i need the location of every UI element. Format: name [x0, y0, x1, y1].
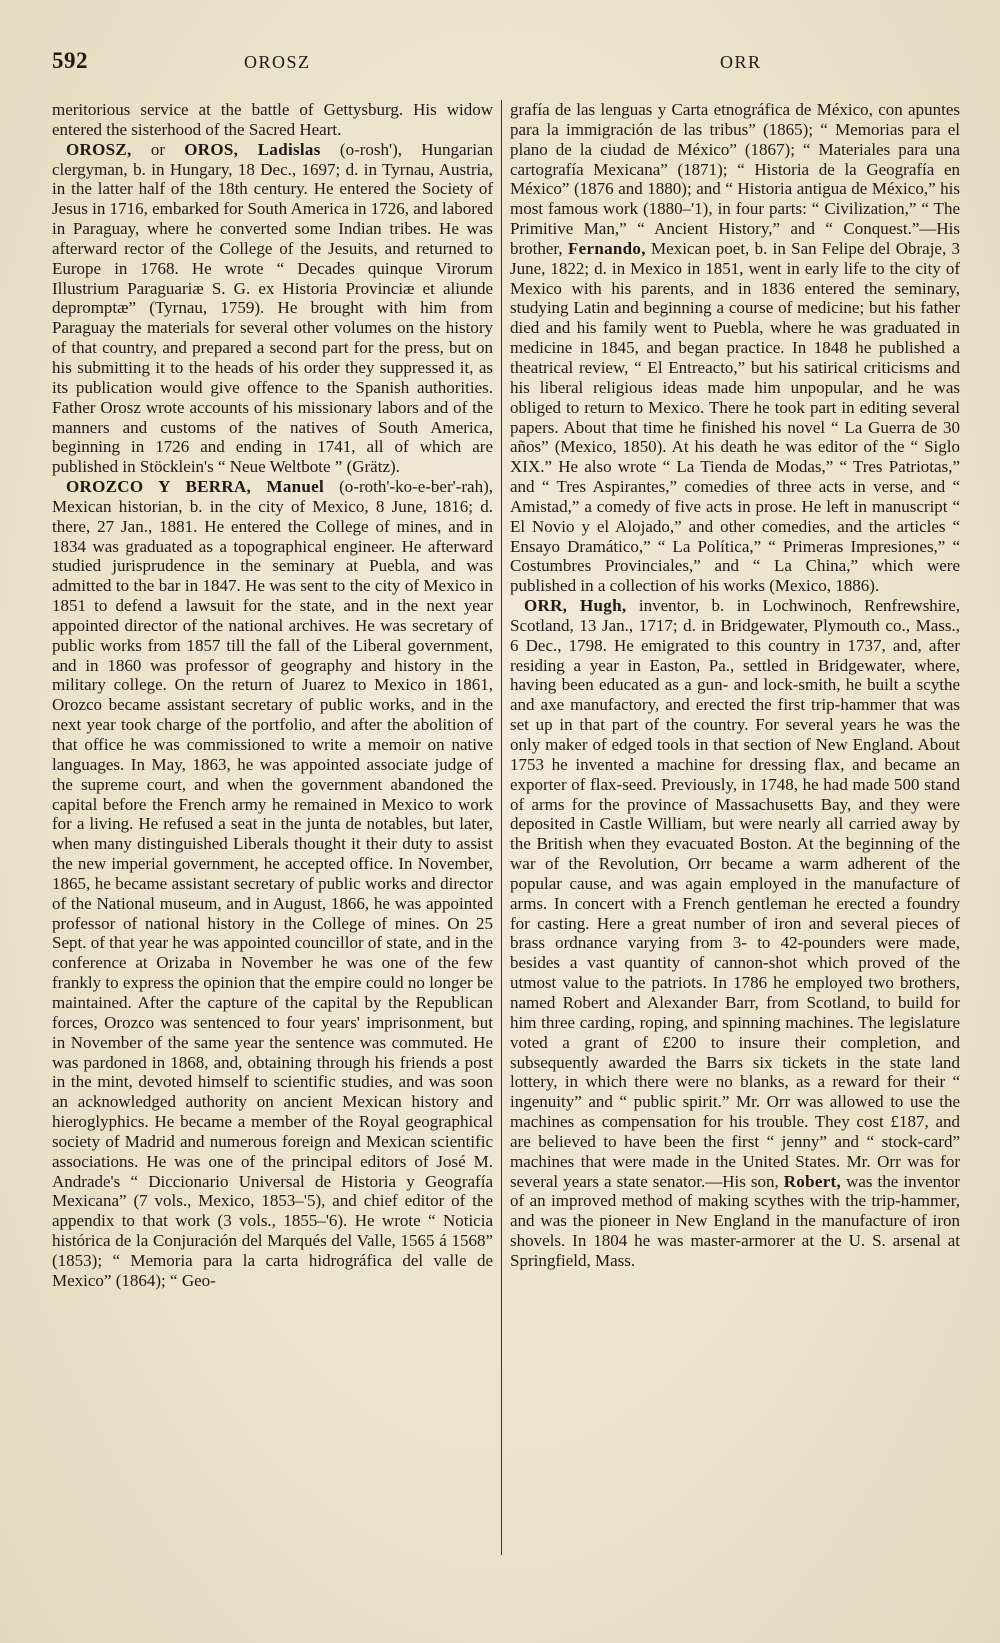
- headword-robert: Robert,: [783, 1171, 842, 1191]
- left-column: [52, 100, 493, 1291]
- robert-body: was the inventor of an improved method of making scythes with the trip-hammer, and was the pioneer in New England in the manufacture of iron shovels. In 1804 he was master-armorer at the U. S. arsenal at Springfield, Mass.: [510, 1171, 961, 1270]
- headword-orr: ORR, Hugh,: [524, 596, 627, 616]
- right-column: [510, 100, 960, 1271]
- headword-oros: OROS, Ladislas: [184, 139, 321, 159]
- running-head-right: ORR: [720, 52, 762, 72]
- entry-orosz: [52, 140, 493, 477]
- column-divider: [501, 100, 502, 1555]
- headword-separator: or: [131, 139, 185, 159]
- page-number: 592: [52, 48, 88, 73]
- running-head-left: OROSZ: [244, 52, 311, 72]
- fernando-body: Mexican poet, b. in San Felipe del Obraje, 3 June, 1822; d. in Mexico in 1851, went in early life to the city of Mexico with his parents, and in 1836 entered the seminary, studying Latin and beginning a course of medicine; but his father died and his family went to Puebla, where he was graduated in medicine in 1845, and began practice. In 1848 he published a theatrical review, “ El Entreacto,” but his satirical criticisms and his liberal religious ideas made him unpopular, and he was obliged to return to Mexico. There he took part in editing several papers. About that time he finished his novel “ La Guerra de 30 años” (Mexico, 1850). At his death he was editor of the “ Siglo XIX.” He also wrote “ La Tienda de Modas,” “ Tres Patriotas,” and “ Tres Aspirantes,” comedies of three acts in verse, and “ Amistad,” a comedy of five acts in prose. He left in manuscript “ El Novio y el Alojado,” and other comedies, and the articles “ Ensayo Dramático,” “ La Política,” “ Primeras Impresiones,” “ Costumbres Provinciales,” and “ La China,” which were published in a collection of his works (Mexico, 1886).: [510, 238, 960, 596]
- headword-fernando: Fernando,: [567, 238, 646, 258]
- page-header: [52, 48, 960, 82]
- headword-orosz: OROSZ,: [66, 139, 132, 159]
- entry-orozco: [52, 477, 493, 1291]
- headword-orozco: OROZCO Y BERRA, Manuel: [66, 477, 325, 497]
- continued-paragraph-right: [510, 100, 960, 596]
- entry-orr: [510, 596, 960, 1271]
- entry-orosz-body: (o-rosh'), Hungarian clergyman, b. in Hungary, 18 Dec., 1697; d. in Tyrnau, Austria, in the latter half of the 18th century. He entered the Society of Jesus in 1716, embarked for South America in 1726, and labored in Paraguay, where he converted some Indian tribes. He was afterward rector of the College of the Jesuits, and returned to Europe in 1768. He wrote “ Decades quinque Virorum Illustrium Paraguariæ S. G. ex Historia Provinciæ et aliunde depromptæ” (Tyrnau, 1759). He brought with him from Paraguay the materials for several other volumes on the history of that country, and prepared a second part for the press, but on his submitting it to the heads of his order they suppressed it, as its publication would give offence to the Spanish authorities. Father Orosz wrote accounts of his missionary labors and of the manners and customs of the natives of South America, beginning in 1726 and ending in 1741, all of which are published in Stöcklein's “ Neue Weltbote ” (Grätz).: [52, 139, 493, 477]
- continued-paragraph: meritorious service at the battle of Gettysburg. His widow entered the sisterhood of the Sacred Heart.: [52, 100, 493, 139]
- orozco-continuation: grafía de las lenguas y Carta etnográfica de México, con apuntes para la immigración de las tribus” (1865); “ Memorias para el plano de la ciudad de México” (1867); “ Materiales para una cartografía Mexicana” (1871); “ Historia de la Geografía en México” (1876 and 1880); and “ Historia antigua de México,” his most famous work (1880–'1), in four parts: “ Civilization,” “ The Primitive Man,” “ Ancient History,” and “ Conquest.”—His brother,: [510, 100, 960, 258]
- entry-orozco-body: (o-roth'-ko-e-ber'-rah), Mexican historian, b. in the city of Mexico, 8 June, 1816; d. there, 27 Jan., 1881. He entered the College of mines, and in 1834 was graduated as a topographical engineer. He afterward studied jurisprudence in the seminary at Puebla, and was admitted to the bar in 1847. He was sent to the city of Mexico in 1851 to defend a lawsuit for the state, and in the next year appointed director of the national archives. He was secretary of public works from 1857 till the fall of the Liberal government, and in 1860 was professor of geography and history in the military college. On the return of Juarez to Mexico in 1861, Orozco became assistant secretary of public works, and in the next year took charge of the portfolio, and after the abolition of that office he was commissioned to write a memoir on native languages. In May, 1863, he was appointed associate judge of the supreme court, and when the government abandoned the capital before the French army he remained in Mexico to work for a living. He refused a seat in the junta de notables, but later, when many distinguished Liberals thought it their duty to assist the new imperial government, he accepted office. In November, 1865, he became assistant secretary of public works and director of the National museum, and in August, 1866, he was appointed professor of national history in the College of mines. On 25 Sept. of that year he was appointed councillor of state, and in the conference at Orizaba in November he was one of the few frankly to express the opinion that the empire could no longer be maintained. After the capture of the capital by the Republican forces, Orozco was sentenced to four years' imprisonment, but in November of the same year the sentence was commuted. He was pardoned in 1868, and, obtaining through his friends a post in the mint, devoted himself to scientific studies, and was soon an acknowledged authority on ancient Mexican history and hieroglyphics. He became a member of the Royal geographical society of Madrid and numerous foreign and Mexican scientific associations. He was one of the principal editors of José M. Andrade's “ Diccionario Universal de Historia y Geografía Mexicana” (7 vols., Mexico, 1853–'5), and chief editor of the appendix to that work (3 vols., 1855–'6). He wrote “ Noticia histórica de la Conjuración del Marqués del Valle, 1565 á 1568” (1853); “ Memoria para la carta hidrográfica del valle de Mexico” (1864); “ Geo-: [52, 477, 493, 1290]
- entry-orr-body: inventor, b. in Lochwinoch, Renfrewshire, Scotland, 13 Jan., 1717; d. in Bridgewater, Plymouth co., Mass., 6 Dec., 1798. He emigrated to this country in 1737, and, after residing a year in Easton, Pa., settled in Bridgewater, where, having been educated as a gun- and lock-smith, he built a scythe and axe manufactory, and erected the first trip-hammer that was set up in that part of the country. For several years he was the only maker of edged tools in that section of New England. About 1753 he invented a machine for dressing flax, and became an exporter of flax-seed. Previously, in 1748, he had made 500 stand of arms for the province of Massachusetts Bay, and they were deposited in Castle William, but were nearly all carried away by the British when they evacuated Boston. At the beginning of the war of the Revolution, Orr became a warm adherent of the popular cause, and was again employed in the manufacture of arms. In concert with a French gentleman he erected a foundry for casting. Here a great number of iron and several pieces of brass ordnance varying from 3- to 42-pounders were made, besides a vast quantity of cannon-shot which proved of the utmost value to the patriots. In 1786 he employed two brothers, named Robert and Alexander Barr, from Scotland, to build for him three carding, roping, and spinning machines. The legislature voted a grant of £200 to insure their completion, and subsequently awarded the Barrs six tickets in the state land lottery, in which there were no blanks, as a reward for their “ ingenuity” and “ public spirit.” Mr. Orr was allowed to use the machines as compensation for his trouble. They cost £187, and are believed to have been the first “ jenny” and “ stock-card” machines that were made in the United States. Mr. Orr was for several years a state senator.—His son,: [510, 596, 960, 1191]
